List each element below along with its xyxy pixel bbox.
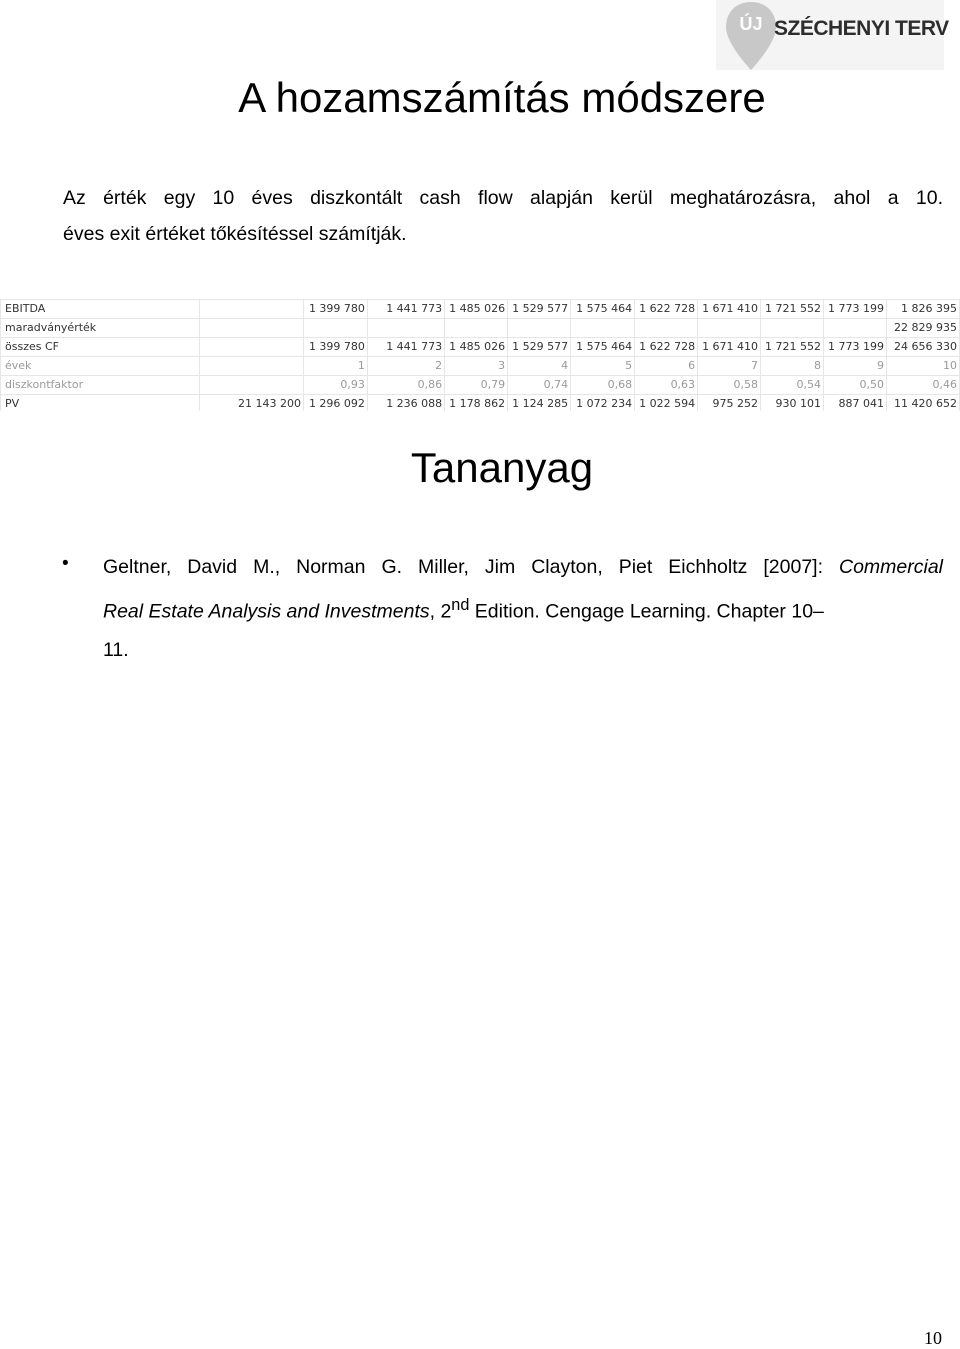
table-cell: 24 656 330: [887, 338, 960, 357]
table-cell: 3: [445, 357, 508, 376]
table-cell: 1 485 026: [445, 300, 508, 319]
table-cell: 0,93: [303, 376, 367, 395]
row-label: évek: [1, 357, 200, 376]
table-cell: 1 399 780: [303, 300, 367, 319]
logo-badge-text: ÚJ: [739, 14, 763, 34]
table-row: [1, 395, 960, 412]
table-cell: 8: [761, 357, 824, 376]
table-row: [1, 319, 960, 338]
table-cell: [303, 319, 367, 338]
table-cell: [508, 319, 571, 338]
table-cell: 0,54: [761, 376, 824, 395]
page-number: 10: [924, 1328, 942, 1348]
table-cell: 887 041: [824, 395, 887, 412]
table-cell: 1 124 285: [508, 395, 571, 412]
table-cell: 22 829 935: [887, 319, 960, 338]
table-cell: 1 721 552: [761, 300, 824, 319]
logo-text: SZÉCHENYI TERV: [774, 17, 949, 40]
table-cell: 1 236 088: [367, 395, 444, 412]
table-cell: 1 671 410: [698, 338, 761, 357]
table-cell: 1 441 773: [367, 338, 444, 357]
reference-line-2: [103, 586, 943, 631]
spreadsheet-screenshot: [0, 299, 960, 411]
table-cell: [761, 319, 824, 338]
reference-title-part-1: Commercial: [838, 556, 943, 578]
table-cell: 1 178 862: [445, 395, 508, 412]
table-cell: 1 072 234: [571, 395, 635, 412]
table-row: [1, 357, 960, 376]
table-cell: 0,58: [698, 376, 761, 395]
table-cell: 1 671 410: [698, 300, 761, 319]
row-label: PV: [1, 395, 200, 412]
table-cell: 0,63: [635, 376, 698, 395]
table-cell: 0,86: [367, 376, 444, 395]
intro-line-2: éves exit értéket tőkésítéssel számítják.: [63, 223, 407, 245]
reference-edition-number: , 2: [429, 600, 452, 623]
table-cell: 6: [635, 357, 698, 376]
table-cell: 930 101: [761, 395, 824, 412]
table-cell: 1 575 464: [571, 338, 635, 357]
table-cell: [367, 319, 444, 338]
reference-authors: Geltner, David M., Norman G. Miller, Jim Clayton, Piet Eichholtz [2007]:: [103, 556, 839, 578]
table-cell: 1 721 552: [761, 338, 824, 357]
intro-line-1: Az érték egy 10 éves diszkontált cash flow alapján kerül meghatározásra, ahol a 10.: [63, 187, 943, 209]
dcf-table: [0, 299, 960, 411]
table-cell: 7: [698, 357, 761, 376]
table-cell: 1 529 577: [508, 338, 571, 357]
table-cell: [635, 319, 698, 338]
row-label: összes CF: [1, 338, 200, 357]
table-cell: 0,46: [887, 376, 960, 395]
reference-entry: [103, 548, 943, 669]
table-row: [1, 338, 960, 357]
reference-edition-suffix: nd: [451, 596, 470, 614]
table-cell: 5: [571, 357, 635, 376]
table-row: [1, 300, 960, 319]
table-cell: 4: [508, 357, 571, 376]
table-cell: 0,50: [824, 376, 887, 395]
table-row: [1, 376, 960, 395]
table-cell: 1 296 092: [303, 395, 367, 412]
intro-paragraph: [63, 180, 943, 252]
row-label: maradványérték: [1, 319, 200, 338]
table-cell: 0,79: [445, 376, 508, 395]
table-cell: 0,74: [508, 376, 571, 395]
reference-publisher: Edition. Cengage Learning. Chapter 10–: [469, 600, 824, 623]
row-total: 21 143 200: [199, 395, 303, 412]
row-total: [199, 357, 303, 376]
table-cell: 2: [367, 357, 444, 376]
reference-line-3: 11.: [103, 638, 129, 661]
row-total: [199, 319, 303, 338]
row-total: [199, 338, 303, 357]
row-label: EBITDA: [1, 300, 200, 319]
table-cell: [445, 319, 508, 338]
row-total: [199, 300, 303, 319]
table-cell: 1 022 594: [635, 395, 698, 412]
table-cell: [571, 319, 635, 338]
table-cell: 10: [887, 357, 960, 376]
table-cell: [698, 319, 761, 338]
table-cell: 1 773 199: [824, 338, 887, 357]
page-title: A hozamszámítás módszere: [238, 74, 766, 121]
table-cell: 1: [303, 357, 367, 376]
szechenyi-terv-logo: [716, 0, 949, 70]
table-cell: 0,68: [571, 376, 635, 395]
table-cell: 1 826 395: [887, 300, 960, 319]
section-title: Tananyag: [410, 444, 594, 491]
table-cell: 1 485 026: [445, 338, 508, 357]
table-cell: 9: [824, 357, 887, 376]
table-cell: 1 622 728: [635, 300, 698, 319]
table-cell: 1 441 773: [367, 300, 444, 319]
map-pin-icon: [720, 0, 782, 72]
table-cell: 975 252: [698, 395, 761, 412]
table-cell: 1 622 728: [635, 338, 698, 357]
table-cell: 1 773 199: [824, 300, 887, 319]
row-label: diszkontfaktor: [1, 376, 200, 395]
table-cell: 11 420 652: [887, 395, 960, 412]
reference-title-part-2: Real Estate Analysis and Investments: [103, 600, 430, 623]
row-total: [199, 376, 303, 395]
bullet: •: [62, 553, 69, 574]
table-cell: 1 529 577: [508, 300, 571, 319]
table-cell: 1 575 464: [571, 300, 635, 319]
table-cell: [824, 319, 887, 338]
reference-line-1: [103, 548, 943, 586]
table-cell: 1 399 780: [303, 338, 367, 357]
